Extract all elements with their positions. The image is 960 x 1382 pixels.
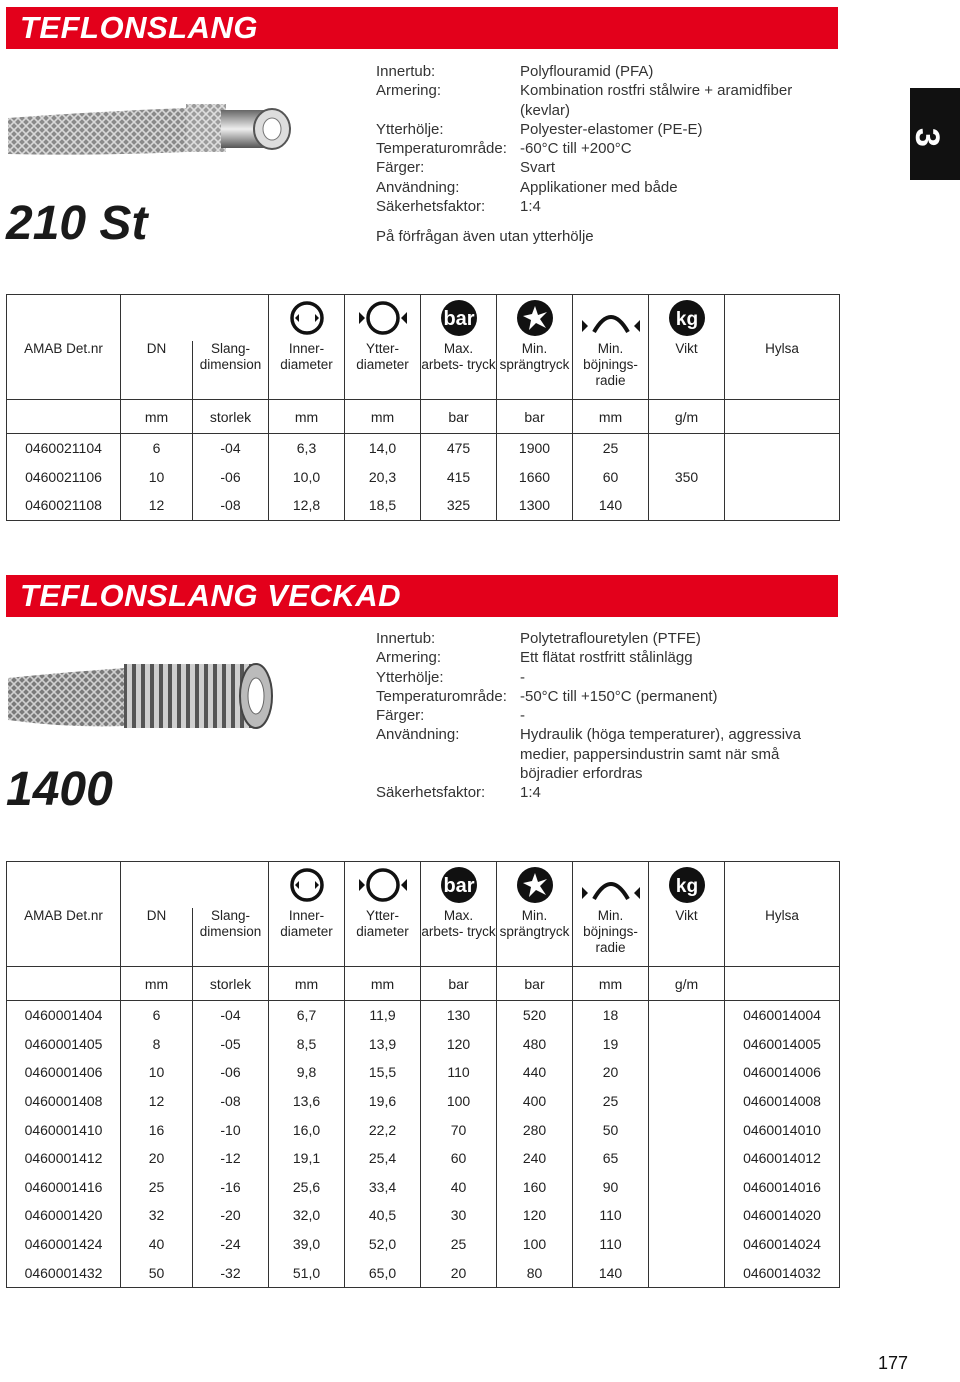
- hose-image-210st: [6, 90, 296, 170]
- spec-label: Färger:: [376, 159, 425, 177]
- section2-model: 1400: [6, 763, 113, 816]
- table-cell: 19,1: [269, 1144, 345, 1173]
- col-header-dimension: Slang- dimension: [193, 908, 269, 967]
- table-cell: 0460014006: [743, 1064, 821, 1081]
- table-cell: 15,5: [345, 1058, 421, 1087]
- col-header-dn: DN: [121, 341, 193, 400]
- section1-spec-list: [376, 62, 816, 247]
- table-cell: 0460001432: [7, 1258, 121, 1287]
- spec-label: Armering:: [376, 649, 442, 667]
- table-cell: 13,6: [269, 1087, 345, 1116]
- table-cell: [649, 1258, 725, 1287]
- weight-kg-icon: [649, 295, 725, 342]
- table-cell: 0460001406: [7, 1058, 121, 1087]
- table-cell: 0460001412: [7, 1144, 121, 1173]
- section1-title-banner: [6, 7, 838, 49]
- table-cell: 0460014020: [743, 1207, 821, 1224]
- spec-value: -: [520, 668, 525, 686]
- table-cell: -20: [193, 1201, 269, 1230]
- col-header-max-pressure: Max. arbets- tryck: [421, 341, 497, 400]
- spec-row: [376, 158, 816, 177]
- table-row: 0460021108 12 -08 12,8 18,5 325 1300 140: [7, 491, 840, 520]
- hose-image-1400: [6, 652, 298, 742]
- table-row: [7, 1230, 840, 1259]
- inner-diameter-icon: [269, 862, 345, 909]
- spec-label: Färger:: [376, 707, 425, 725]
- kg-icon-text: kg: [675, 309, 698, 330]
- table-cell: 0460001410: [7, 1115, 121, 1144]
- unit-row: mm storlek mm mm bar bar mm g/m: [7, 967, 840, 1001]
- spec-value: 1:4: [520, 784, 541, 802]
- table-cell: 32: [121, 1201, 193, 1230]
- spec-value: 1:4: [520, 198, 541, 216]
- spec-label: Användning:: [376, 178, 460, 196]
- table-cell: 25,6: [269, 1173, 345, 1202]
- table-cell: 11,9: [345, 1001, 421, 1030]
- table-cell: 22,2: [345, 1115, 421, 1144]
- spec-value: Ett flätat rostfritt stålinlägg: [520, 649, 693, 667]
- spec-label: Ytterhölje:: [376, 668, 444, 686]
- unit-row: mm storlek mm mm bar bar mm g/m: [7, 400, 840, 434]
- pressure-bar-icon: [421, 295, 497, 342]
- table-cell: 0460014016: [743, 1178, 821, 1195]
- spec-row: [376, 629, 816, 648]
- bar-icon-text: bar: [442, 875, 475, 897]
- table-cell: 40: [421, 1173, 497, 1202]
- table-cell: 32,0: [269, 1201, 345, 1230]
- table-row: [7, 1030, 840, 1059]
- table-cell: [649, 1173, 725, 1202]
- table-cell: 50: [121, 1258, 193, 1287]
- bar-icon-text: bar: [442, 308, 475, 330]
- col-header-max-pressure: Max. arbets- tryck: [421, 908, 497, 967]
- table-cell: [649, 1001, 725, 1030]
- spec-row: [376, 725, 816, 783]
- table-cell: 39,0: [269, 1230, 345, 1259]
- table-cell: -10: [193, 1115, 269, 1144]
- table-cell: -32: [193, 1258, 269, 1287]
- section1-table: [6, 294, 840, 521]
- spec-value: Svart: [520, 159, 556, 177]
- table-cell: 25: [573, 1087, 649, 1116]
- table-cell: 0460001424: [7, 1230, 121, 1259]
- table-cell: 19: [573, 1030, 649, 1059]
- spec-row: [376, 81, 816, 120]
- table-cell: 100: [421, 1087, 497, 1116]
- spec-row: [376, 648, 816, 667]
- col-header-outer-diameter: Ytter- diameter: [345, 341, 421, 400]
- table-cell: 160: [497, 1173, 573, 1202]
- spec-row: [376, 62, 816, 81]
- bend-radius-icon: [573, 862, 649, 909]
- spec-label: Ytterhölje:: [376, 120, 444, 138]
- table-cell: 130: [421, 1001, 497, 1030]
- table-cell: 0460001408: [7, 1087, 121, 1116]
- spec-value: Applikationer med både: [520, 178, 678, 196]
- table-cell: 16: [121, 1115, 193, 1144]
- spec-label: Innertub:: [376, 63, 436, 80]
- col-header-fitting: Hylsa: [765, 341, 799, 356]
- table-cell: 6: [121, 1001, 193, 1030]
- table-cell: 18: [573, 1001, 649, 1030]
- table-cell: -06: [193, 1058, 269, 1087]
- spec-row: [376, 687, 816, 706]
- col-header-bend-radius: Min. böjnings- radie: [573, 341, 649, 400]
- spec-value: Polyester-elastomer (PE-E): [520, 120, 703, 138]
- table-cell: 10: [121, 1058, 193, 1087]
- table-row: [7, 1115, 840, 1144]
- outer-diameter-icon: [345, 295, 421, 342]
- col-header-dimension: Slang- dimension: [193, 341, 269, 400]
- table-row: [7, 1001, 840, 1030]
- table-cell: 240: [497, 1144, 573, 1173]
- col-header-bend-radius: Min. böjnings- radie: [573, 908, 649, 967]
- table-cell: -05: [193, 1030, 269, 1059]
- spec-row: [376, 120, 816, 139]
- table-cell: 30: [421, 1201, 497, 1230]
- table-cell: 280: [497, 1115, 573, 1144]
- col-header-det-nr: AMAB Det.nr: [7, 908, 121, 967]
- spec-label: Användning:: [376, 726, 460, 744]
- spec-row: [376, 706, 816, 725]
- table-cell: [649, 1230, 725, 1259]
- table-cell: 140: [573, 1258, 649, 1287]
- inner-diameter-icon: [269, 295, 345, 342]
- spec-label: Innertub:: [376, 630, 436, 647]
- table-cell: 440: [497, 1058, 573, 1087]
- table-cell: 33,4: [345, 1173, 421, 1202]
- table-cell: 12: [121, 1087, 193, 1116]
- table-cell: 13,9: [345, 1030, 421, 1059]
- table-row: [7, 1201, 840, 1230]
- col-header-inner-diameter: Inner- diameter: [269, 341, 345, 400]
- table-cell: -12: [193, 1144, 269, 1173]
- table-cell: [649, 1058, 725, 1087]
- section2-spec-list: [376, 629, 816, 803]
- spec-label: Säkerhetsfaktor:: [376, 198, 486, 216]
- table-cell: 25,4: [345, 1144, 421, 1173]
- table-cell: 110: [573, 1201, 649, 1230]
- col-header-fitting: Hylsa: [765, 908, 799, 923]
- spec-label: Temperaturområde:: [376, 140, 507, 158]
- section2-title: TEFLONSLANG VECKAD: [20, 578, 401, 613]
- bend-radius-icon: [573, 295, 649, 342]
- section2-table: [6, 861, 840, 1288]
- table-cell: 400: [497, 1087, 573, 1116]
- col-header-det-nr: AMAB Det.nr: [7, 341, 121, 400]
- spec-label: Temperaturområde:: [376, 687, 507, 705]
- table-row: 0460021104 6 -04 6,3 14,0 475 1900 25: [7, 434, 840, 463]
- kg-icon-text: kg: [675, 876, 698, 897]
- table-cell: 20: [573, 1058, 649, 1087]
- spec-value: -60°C till +200°C: [520, 140, 632, 158]
- table-cell: 0460001404: [7, 1001, 121, 1030]
- col-header-burst-pressure: Min. sprängtryck: [497, 908, 573, 967]
- pressure-bar-icon: [421, 862, 497, 909]
- spec-value: Polyflouramid (PFA): [520, 63, 654, 80]
- table-row: [7, 1173, 840, 1202]
- col-header-weight: Vikt: [649, 908, 725, 967]
- spec-value: Polytetraflouretylen (PTFE): [520, 630, 701, 647]
- spec-row: [376, 139, 816, 158]
- table-cell: 80: [497, 1258, 573, 1287]
- table-cell: -16: [193, 1173, 269, 1202]
- table-cell: [649, 1030, 725, 1059]
- table-cell: 120: [497, 1201, 573, 1230]
- table-cell: 19,6: [345, 1087, 421, 1116]
- table-cell: 50: [573, 1115, 649, 1144]
- table-cell: [649, 1201, 725, 1230]
- table-cell: 0460014008: [743, 1093, 821, 1110]
- col-header-weight: Vikt: [649, 341, 725, 400]
- table-row: [7, 1087, 840, 1116]
- spec-value: Hydraulik (höga temperaturer), aggressiva medier, pappersindustrin samt när små böjradier erfordras: [520, 726, 801, 783]
- table-cell: -08: [193, 1087, 269, 1116]
- spec-row: [376, 668, 816, 687]
- page-number: 177: [877, 1353, 908, 1373]
- table-cell: 6,7: [269, 1001, 345, 1030]
- chapter-number: 3: [907, 128, 946, 147]
- spec-row: [376, 783, 816, 802]
- spec-value: Kombination rostfri stålwire + aramidfiber (kevlar): [520, 82, 793, 119]
- spec-label: Armering:: [376, 82, 442, 100]
- table-row: [7, 1058, 840, 1087]
- chapter-tab: [907, 88, 960, 180]
- table-cell: -04: [193, 1001, 269, 1030]
- spec-note: På förfrågan även utan ytterhölje: [376, 228, 594, 246]
- table-cell: 60: [421, 1144, 497, 1173]
- spec-row: [376, 178, 816, 197]
- table-cell: 0460001405: [7, 1030, 121, 1059]
- table-row: 0460021106 10 -06 10,0 20,3 415 1660 60 350: [7, 463, 840, 492]
- table-cell: 120: [421, 1030, 497, 1059]
- table-cell: 100: [497, 1230, 573, 1259]
- col-header-dn: DN: [121, 908, 193, 967]
- table-cell: [649, 1087, 725, 1116]
- table-cell: 25: [121, 1173, 193, 1202]
- col-header-inner-diameter: Inner- diameter: [269, 908, 345, 967]
- table-cell: 20: [421, 1258, 497, 1287]
- table-cell: 0460014024: [743, 1236, 821, 1253]
- table-cell: 520: [497, 1001, 573, 1030]
- spec-value: -: [520, 707, 525, 725]
- table-cell: [649, 1115, 725, 1144]
- table-cell: -24: [193, 1230, 269, 1259]
- table-cell: [649, 1144, 725, 1173]
- weight-kg-icon: [649, 862, 725, 909]
- col-header-outer-diameter: Ytter- diameter: [345, 908, 421, 967]
- table-cell: 0460014012: [743, 1150, 821, 1167]
- table-cell: 110: [573, 1230, 649, 1259]
- table-cell: 51,0: [269, 1258, 345, 1287]
- table-cell: 40,5: [345, 1201, 421, 1230]
- table-cell: 0460001416: [7, 1173, 121, 1202]
- spec-value: -50°C till +150°C (permanent): [520, 687, 718, 705]
- burst-pressure-icon: [497, 862, 573, 909]
- table-cell: 65,0: [345, 1258, 421, 1287]
- section1-title: TEFLONSLANG: [20, 10, 258, 45]
- table-row: [7, 1258, 840, 1287]
- table-cell: 65: [573, 1144, 649, 1173]
- table-cell: 0460014004: [743, 1007, 821, 1024]
- table-cell: 8: [121, 1030, 193, 1059]
- table-cell: 110: [421, 1058, 497, 1087]
- table-cell: 20: [121, 1144, 193, 1173]
- table-cell: 9,8: [269, 1058, 345, 1087]
- table-cell: 16,0: [269, 1115, 345, 1144]
- table-cell: 0460001420: [7, 1201, 121, 1230]
- table-cell: 480: [497, 1030, 573, 1059]
- table-cell: 25: [421, 1230, 497, 1259]
- table-cell: 90: [573, 1173, 649, 1202]
- section1-model: 210 St: [6, 197, 148, 250]
- table-cell: 0460014032: [743, 1264, 821, 1281]
- table-cell: 8,5: [269, 1030, 345, 1059]
- table-cell: 52,0: [345, 1230, 421, 1259]
- burst-pressure-icon: [497, 295, 573, 342]
- spec-label: Säkerhetsfaktor:: [376, 784, 486, 802]
- table-cell: 40: [121, 1230, 193, 1259]
- table-row: [7, 1144, 840, 1173]
- outer-diameter-icon: [345, 862, 421, 909]
- table-cell: 70: [421, 1115, 497, 1144]
- section2-title-banner: [6, 575, 838, 617]
- spec-row: [376, 197, 816, 216]
- table-cell: 0460014005: [743, 1035, 821, 1052]
- col-header-burst-pressure: Min. sprängtryck: [497, 341, 573, 400]
- table-cell: 0460014010: [743, 1121, 821, 1138]
